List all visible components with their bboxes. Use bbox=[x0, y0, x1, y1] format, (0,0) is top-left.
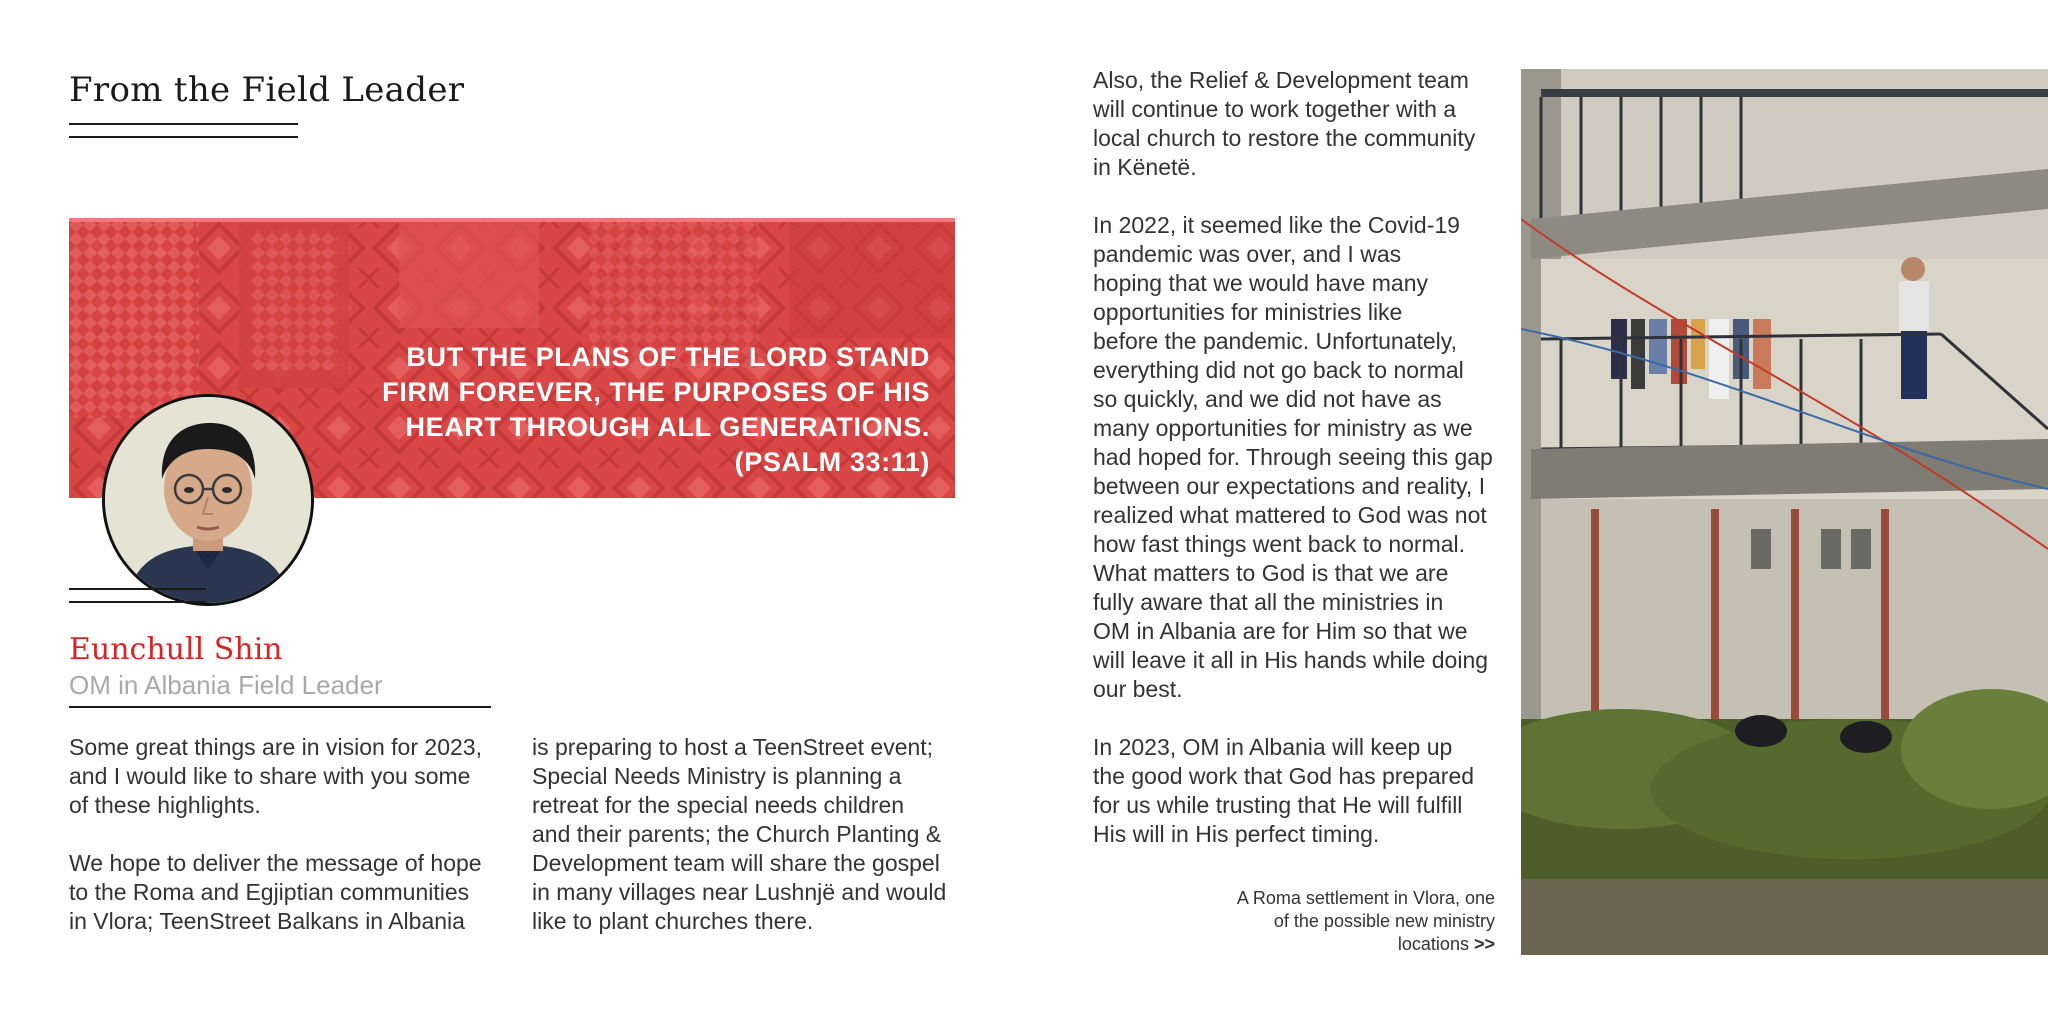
page-title: From the Field Leader bbox=[69, 70, 465, 110]
title-underline-top bbox=[69, 123, 298, 125]
paragraph: We hope to deliver the message of hope to the Roma and Egjiptian communities in Vlora; TeenStreet Balkans in Albania bbox=[69, 850, 482, 934]
author-role: OM in Albania Field Leader bbox=[69, 670, 383, 700]
portrait-illustration bbox=[105, 397, 311, 603]
quote-line: HEART THROUGH ALL GENERATIONS. bbox=[405, 412, 930, 442]
title-underline-bottom bbox=[69, 136, 298, 138]
portrait-rule-bottom bbox=[69, 601, 206, 603]
settlement-photo bbox=[1521, 69, 2048, 955]
body-column-3 bbox=[1093, 66, 1513, 849]
quote-line: FIRM FOREVER, THE PURPOSES OF HIS bbox=[382, 377, 930, 407]
paragraph: Some great things are in vision for 2023, and I would like to share with you some of these highlights. bbox=[69, 734, 482, 818]
paragraph: Also, the Relief & Development team will continue to work together with a local church to restore the community in Kënetë. bbox=[1093, 67, 1476, 180]
body-column-2 bbox=[532, 733, 972, 936]
author-underline bbox=[69, 706, 491, 708]
portrait-rule-top bbox=[69, 588, 206, 590]
body-column-1 bbox=[69, 733, 509, 936]
building-illustration bbox=[1521, 69, 2048, 955]
paragraph: In 2022, it seemed like the Covid-19 pandemic was over, and I was hoping that we would have many opportunities for ministries like before the pandemic. Unfortunately, everything did not go back to normal so quickly, and we did not have as many opportunities for ministry as we had hoped for. Through seeing this gap between our expectations and reality, I realized what mattered to God was not how fast things went back to normal. What matters to God is that we are fully aware that all the ministries in OM in Albania are for Him so that we will leave it all in His hands while doing our best. bbox=[1093, 212, 1493, 702]
arrow-icon: >> bbox=[1473, 934, 1495, 954]
photo-caption: A Roma settlement in Vlora, one of the possible new ministry locations >> bbox=[1236, 888, 1495, 954]
author-name: Eunchull Shin bbox=[69, 632, 283, 667]
paragraph: is preparing to host a TeenStreet event; Special Needs Ministry is planning a retreat for the special needs children and their parents; the Church Planting & Development team will share the gospel in many villages near Lushnjë and would like to plant churches there. bbox=[532, 734, 947, 934]
paragraph: In 2023, OM in Albania will keep up the good work that God has prepared for us while trusting that He will fulfill His will in His perfect timing. bbox=[1093, 734, 1475, 847]
quote-line: BUT THE PLANS OF THE LORD STAND bbox=[406, 342, 930, 372]
scripture-quote bbox=[290, 340, 930, 480]
quote-reference: (PSALM 33:11) bbox=[734, 447, 930, 477]
author-portrait bbox=[102, 394, 314, 606]
